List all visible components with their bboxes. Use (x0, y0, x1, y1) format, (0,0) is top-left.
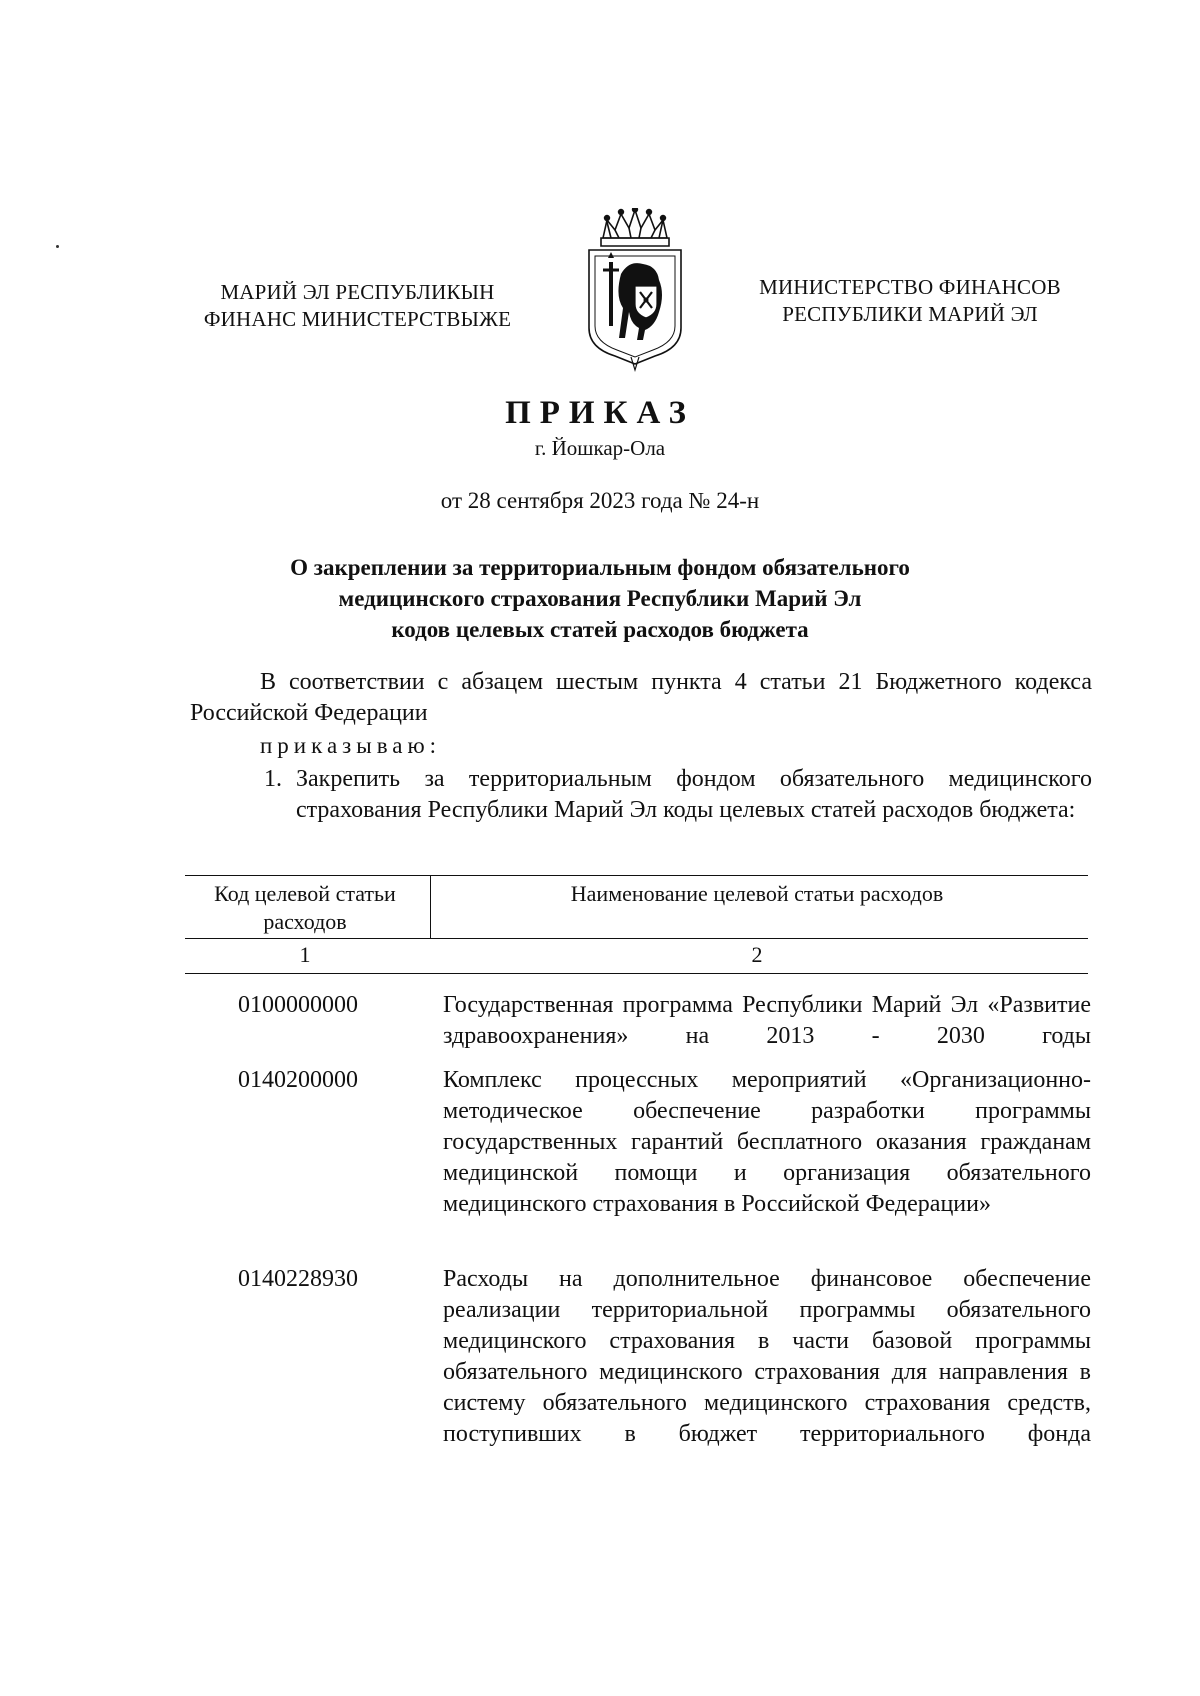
table-row-code: 0140228930 (238, 1266, 358, 1292)
table-row-name: Расходы на дополнительное финансовое обеспечение реализации территориальной программы обязательного медицинского страхования в части базовой программы обязательного медицинского страхования для направления в систему обязательного медицинского страхования средств, поступивших в бюджет территориального фонда (443, 1266, 1091, 1447)
preamble-paragraph: В соответствии с абзацем шестым пункта 4 статьи 21 Бюджетного кодекса Российской Федерации (190, 669, 1092, 726)
table-row-code: 0140200000 (238, 1067, 358, 1093)
table-row-name: Государственная программа Республики Марий Эл «Развитие здравоохранения» на 2013 - 2030 годы (443, 992, 1091, 1049)
order-word: приказываю: (260, 733, 442, 758)
table-row-code: 0100000000 (238, 992, 358, 1018)
date-number-line: от 28 сентября 2023 года № 24-н (440, 488, 760, 513)
coat-of-arms-icon (585, 208, 685, 373)
column-header-code: Код целевой статьи расходов (214, 881, 396, 934)
title-line1: О закреплении за территориальным фондом обязательного (290, 555, 910, 580)
item1-text: Закрепить за территориальным фондом обязательного медицинского страхования Республики Марий Эл коды целевых статей расходов бюджета: (296, 766, 1092, 823)
column-header-name: Наименование целевой статьи расходов (570, 881, 944, 906)
title-line3: кодов целевых статей расходов бюджета (391, 617, 809, 642)
document-type: ПРИКАЗ (505, 395, 695, 431)
table-header-border (185, 938, 1088, 939)
column-number-1: 1 (299, 942, 311, 967)
title-line2: медицинского страхования Республики Марий Эл (338, 586, 862, 611)
item1-number: 1. (264, 766, 282, 792)
header-left-line2: ФИНАНС МИНИСТЕРСТВЫЖЕ (203, 307, 512, 331)
table-column-divider (430, 875, 431, 938)
header-right-line2: РЕСПУБЛИКИ МАРИЙ ЭЛ (782, 302, 1038, 326)
table-top-border (185, 875, 1088, 876)
scan-speck (56, 245, 59, 248)
header-left-line1: МАРИЙ ЭЛ РЕСПУБЛИКЫН (220, 280, 495, 304)
header-right-line1: МИНИСТЕРСТВО ФИНАНСОВ (759, 275, 1061, 299)
city: г. Йошкар-Ола (534, 436, 666, 460)
table-numbers-border (185, 973, 1088, 974)
column-number-2: 2 (751, 942, 763, 967)
header-left-block (185, 279, 530, 333)
header-right-block (730, 274, 1090, 328)
table-row-name: Комплекс процессных мероприятий «Организационно-методическое обеспечение разработки программы государственных гарантий бесплатного оказания гражданам медицинской помощи и организация обязательного медицинского страхования в Российской Федерации» (443, 1067, 1091, 1217)
document-title (200, 552, 1000, 645)
